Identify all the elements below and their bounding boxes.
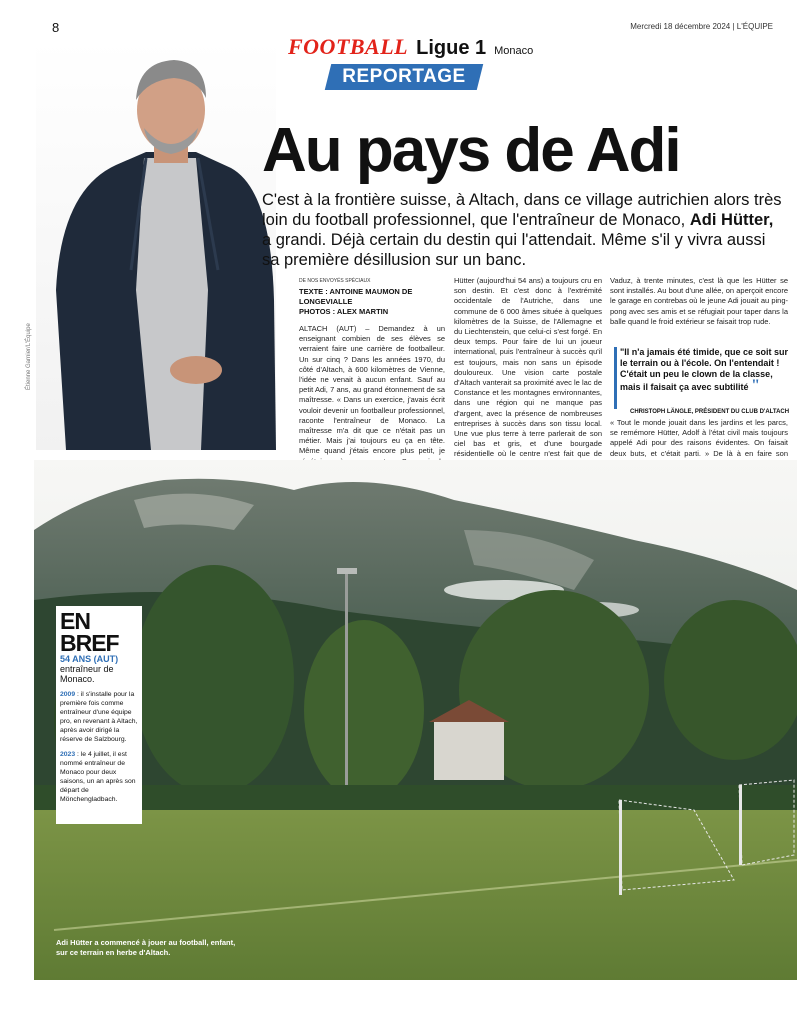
quote-bar [614,347,617,409]
en-bref-year-1: 2009 [60,691,76,698]
en-bref-box [56,606,142,824]
byline-photo: PHOTOS : ALEX MARTIN [299,307,389,316]
lede-part-2: a grandi. Déjà certain du destin qui l'attendait. Même s'il y vivra aussi sa première désillusion sur un banc. [262,231,766,269]
quote-attribution: CHRISTOPH LÄNGLE, PRÉSIDENT DU CLUB D'ALTACH [630,409,790,415]
en-bref-item-2 [60,750,138,804]
article-column-3: Vaduz, à trente minutes, c'est là que les Hütter se sont installés. Au bout d'une allée, on aperçoit encore le garage en contrebas où le jeune Adi jouait au ping-pong avec ses amis et se réfugiait pour taper dans la balle quand le froid extérieur se faisait trop rude. [610,276,788,326]
sport-label: FOOTBALL [288,34,409,59]
en-bref-age: 54 ANS (AUT) [60,654,119,664]
club-label: Monaco [494,45,534,57]
lede-name: Adi Hütter, [689,211,774,229]
page-number: 8 [52,20,60,35]
pull-quote [620,347,790,393]
en-bref-year-2: 2023 [60,751,76,758]
en-bref-text-1: : il s'installe pour la première fois comme entraîneur d'une équipe pro, en revenant à Altach, après avoir dirigé la réserve de Salzbourg. [60,691,138,743]
article-column-2: Hütter (aujourd'hui 54 ans) a toujours cru en son destin. Et c'est donc à l'extrémité occidentale de l'Autriche, dans une commune de 6 000 âmes située à quelques kilomètres de la Suisse, de l'Allemagne et du Liechtenstein, que celui-ci s'est forgé. En deux temps. Pour faire de lui un joueur international, puis l'entraîneur à succès qu'il est toujours, mais non sans un épisode douloureux. Une vision carte postale d'Altach vanterait sa proximité avec le lac de Constance et les montagnes environnantes, dans une région qui ne manque pas d'argent, avec la présence de nombreuses entreprises à succès dans son tissu local. Une vue plus terre à terre parlerait de son ciel bas et gris, et d'une bourgade résidentielle où le centre n'est fait que de [454,276,602,459]
byline [299,287,439,317]
article-column-1: ALTACH (AUT) – Demandez à un enseignant combien de ses élèves se verraient faire une carrière de footballeur. Un sur cinq ? Dans les années 1970, du côté d'Altach, à 600 kilomètres de Vienne, l'idée ne venait à aucun enfant. Sauf au petit Adi, 7 ans, au grand étonnement de sa maîtresse. « Dans un exercice, j'avais écrit vouloir devenir un footballeur professionnel, raconte l'entraîneur de Monaco. La maîtresse m'a dit que ce n'était pas un métier. Mais j'ai toujours eu ça en tête. Même quand j'étais encore plus petit, je [299,324,445,456]
headline: Au pays de Adi [262,116,680,185]
quote-text: "Il n'a jamais été timide, que ce soit sur le terrain ou à l'école. On l'entendait ! C'était un peu le clown de la classe, mais il faisait ça avec subtilité [620,347,788,392]
competition-label: Ligue 1 [416,37,487,59]
photo-caption: Adi Hütter a commencé à jouer au football, enfant, sur ce terrain en herbe d'Altach. [56,938,236,957]
en-bref-role: entraîneur de Monaco. [60,664,114,684]
byline-text: TEXTE : ANTOINE MAUMON DE LONGEVIALLE [299,287,413,306]
article-column-3-continued: « Tout le monde jouait dans les jardins et les parcs, se remémore Hütter, Adolf à l'état civil mais toujours appelé Adi pour des raisons évidentes. On faisait deux buts, et c'était parti. » De là à en faire son [610,418,788,458]
reportage-banner [325,64,483,90]
en-bref-item-1 [60,690,138,744]
en-bref-title: EN BREF [60,608,119,656]
lede [262,190,782,270]
photo-credit: Étienne Garnier/L'Équipe [26,323,32,390]
byline-tag: DE NOS ENVOYÉS SPÉCIAUX [299,278,371,284]
en-bref-text-2: : le 4 juillet, il est nommé entraîneur de Monaco pour deux saisons, un an après son départ de Mönchengladbach. [60,751,136,803]
quote-close-mark: " [751,377,760,394]
landscape-photo [34,460,797,980]
publication-date: Mercredi 18 décembre 2024 | L'ÉQUIPE [630,22,773,31]
portrait-photo [36,40,276,450]
section-rubric [288,34,533,64]
lede-part-1: C'est à la frontière suisse, à Altach, dans ce village autrichien alors très loin du football professionnel, que l'entraîneur de Monaco, [262,191,782,229]
reportage-label: REPORTAGE [342,66,466,87]
